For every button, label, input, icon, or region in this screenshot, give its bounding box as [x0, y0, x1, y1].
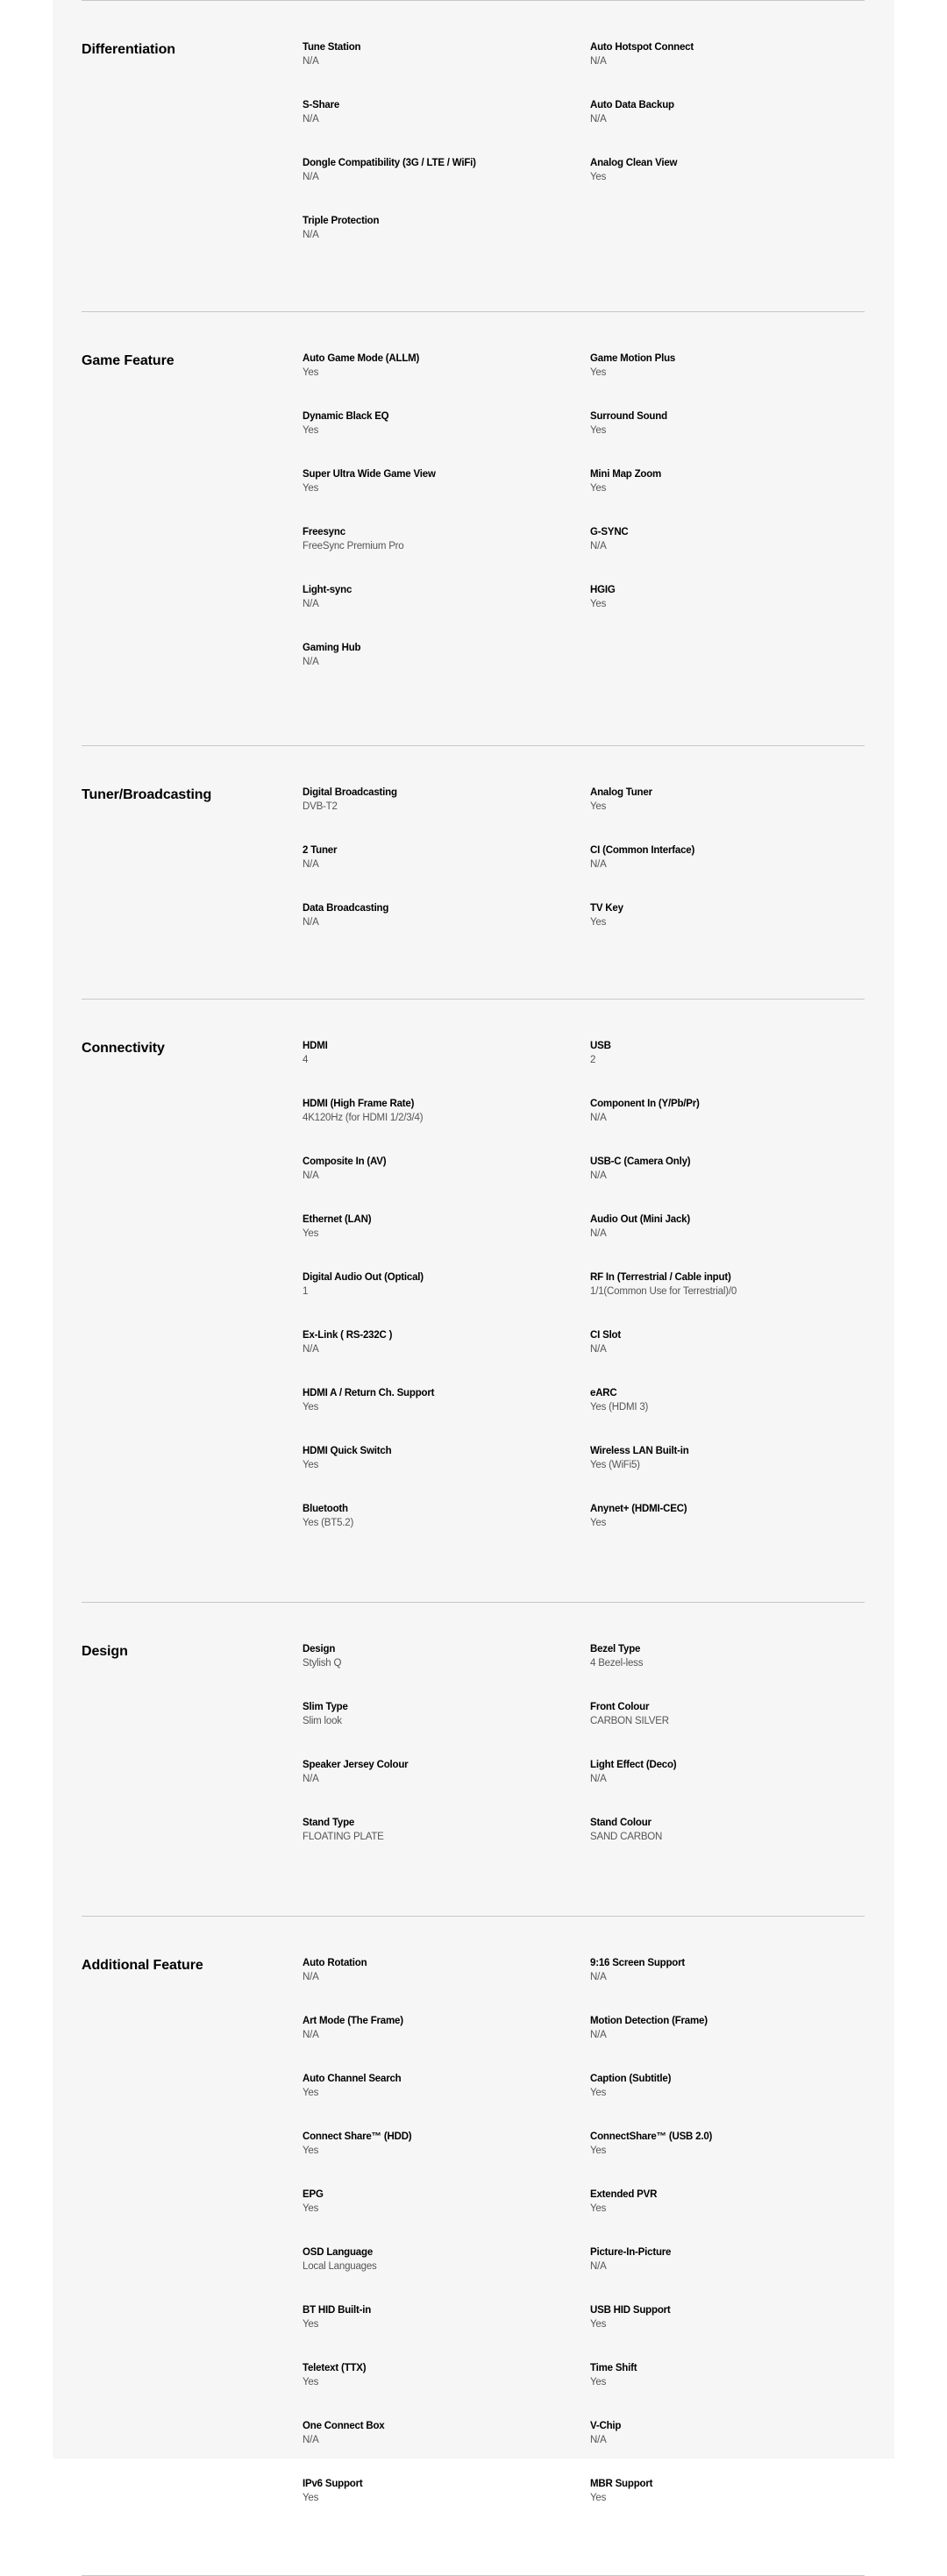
spec-value: N/A — [590, 1228, 607, 1239]
spec-item — [303, 1956, 590, 2014]
spec-name: BT HID Built-in — [303, 2305, 372, 2316]
spec-value: N/A — [590, 2030, 607, 2040]
spec-name: Gaming Hub — [303, 643, 361, 653]
spec-item — [590, 1213, 865, 1270]
spec-name: 2 Tuner — [303, 845, 338, 856]
spec-item — [590, 583, 865, 641]
spec-name: IPv6 Support — [303, 2479, 363, 2489]
spec-name: Speaker Jersey Colour — [303, 1760, 409, 1770]
spec-value: CARBON SILVER — [590, 1716, 669, 1726]
spec-item — [590, 525, 865, 583]
spec-name: Light-sync — [303, 585, 352, 595]
spec-value: Yes — [303, 2493, 319, 2503]
spec-name: Tune Station — [303, 42, 361, 53]
spec-name: USB-C (Camera Only) — [590, 1156, 691, 1167]
spec-name: Analog Tuner — [590, 787, 652, 798]
spec-item — [590, 1758, 865, 1816]
spec-name: 9:16 Screen Support — [590, 1958, 686, 1968]
spec-name: HDMI (High Frame Rate) — [303, 1099, 415, 1109]
spec-item — [303, 156, 590, 214]
spec-value: Yes — [303, 483, 319, 494]
spec-value: Yes — [303, 2088, 319, 2098]
spec-value: Yes (BT5.2) — [303, 1518, 354, 1528]
spec-item — [303, 1642, 590, 1700]
spec-item — [590, 1328, 865, 1386]
spec-name: Digital Broadcasting — [303, 787, 397, 798]
spec-item — [590, 1039, 865, 1097]
spec-item — [303, 901, 590, 959]
spec-item — [303, 641, 590, 699]
spec-item — [590, 1700, 865, 1758]
spec-value: Yes — [303, 1402, 319, 1413]
spec-name: Data Broadcasting — [303, 903, 389, 914]
spec-value: Yes — [590, 2493, 607, 2503]
spec-name: Triple Protection — [303, 216, 380, 226]
spec-value: 4 — [303, 1055, 309, 1065]
spec-value: N/A — [590, 541, 607, 551]
spec-value: SAND CARBON — [590, 1832, 663, 1842]
spec-name: Freesync — [303, 527, 345, 537]
spec-value: N/A — [590, 859, 607, 870]
spec-item — [590, 1270, 865, 1328]
spec-value: N/A — [590, 2261, 607, 2272]
spec-name: Extended PVR — [590, 2189, 658, 2200]
spec-value: Yes — [590, 2088, 607, 2098]
spec-item — [590, 2303, 865, 2361]
spec-name: TV Key — [590, 903, 623, 914]
spec-value: Yes — [303, 2377, 319, 2387]
spec-name: HDMI A / Return Ch. Support — [303, 1388, 435, 1398]
spec-name: Auto Rotation — [303, 1958, 367, 1968]
spec-item — [590, 40, 865, 98]
spec-item — [590, 467, 865, 525]
spec-value: N/A — [590, 1972, 607, 1982]
spec-item — [590, 2072, 865, 2130]
spec-item — [303, 98, 590, 156]
spec-item — [590, 352, 865, 409]
spec-value: Yes — [590, 599, 607, 609]
spec-item — [303, 843, 590, 901]
spec-section — [82, 312, 865, 746]
spec-page — [53, 0, 894, 2503]
spec-item — [590, 901, 865, 959]
spec-item — [303, 1386, 590, 1444]
spec-value: N/A — [590, 114, 607, 125]
spec-value: 4K120Hz (for HDMI 1/2/3/4) — [303, 1113, 424, 1123]
spec-name: Analog Clean View — [590, 158, 678, 168]
spec-name: MBR Support — [590, 2479, 653, 2489]
spec-value: N/A — [590, 1113, 607, 1123]
spec-item — [590, 2361, 865, 2419]
spec-value: Yes — [303, 2319, 319, 2330]
specs-container — [82, 0, 865, 2576]
spec-name: USB — [590, 1041, 611, 1051]
spec-name: Slim Type — [303, 1702, 348, 1712]
spec-name: Dongle Compatibility (3G / LTE / WiFi) — [303, 158, 476, 168]
spec-name: Connect Share™ (HDD) — [303, 2131, 412, 2142]
spec-value: N/A — [303, 1344, 319, 1355]
spec-item — [590, 1502, 865, 1560]
spec-name: Front Colour — [590, 1702, 650, 1712]
spec-value: N/A — [303, 2030, 319, 2040]
spec-item — [303, 2245, 590, 2303]
spec-name: RF In (Terrestrial / Cable input) — [590, 1272, 731, 1283]
spec-name: HDMI — [303, 1041, 328, 1051]
spec-value: Yes — [303, 2145, 319, 2156]
spec-item — [590, 786, 865, 843]
spec-value: N/A — [303, 56, 319, 67]
spec-item — [590, 1097, 865, 1155]
spec-value: Yes — [590, 172, 607, 182]
spec-item — [303, 409, 590, 467]
spec-item — [303, 786, 590, 843]
spec-section — [82, 1000, 865, 1603]
spec-grid — [303, 1642, 865, 1874]
spec-value: Stylish Q — [303, 1658, 342, 1669]
spec-name: eARC — [590, 1388, 617, 1398]
spec-value: N/A — [303, 859, 319, 870]
spec-section — [82, 1, 865, 312]
spec-item — [590, 2014, 865, 2072]
spec-name: Auto Game Mode (ALLM) — [303, 353, 420, 364]
spec-name: USB HID Support — [590, 2305, 671, 2316]
spec-item — [590, 1155, 865, 1213]
spec-name: Stand Type — [303, 1818, 355, 1828]
spec-section — [82, 1917, 865, 2576]
spec-name: Dynamic Black EQ — [303, 411, 389, 422]
spec-value: N/A — [303, 172, 319, 182]
spec-item — [303, 1270, 590, 1328]
spec-name: CI Slot — [590, 1330, 622, 1341]
section-title: Differentiation — [82, 42, 175, 57]
spec-value: Yes — [303, 367, 319, 378]
spec-grid — [303, 352, 865, 699]
spec-item — [303, 2303, 590, 2361]
spec-value: Slim look — [303, 1716, 342, 1726]
spec-item — [303, 1039, 590, 1097]
spec-value: FreeSync Premium Pro — [303, 541, 404, 551]
spec-item — [303, 2130, 590, 2188]
spec-item — [303, 525, 590, 583]
spec-name: HDMI Quick Switch — [303, 1446, 392, 1456]
spec-value: Yes — [303, 1460, 319, 1470]
spec-name: Bezel Type — [590, 1644, 641, 1654]
spec-name: Picture-In-Picture — [590, 2247, 672, 2258]
spec-section — [82, 1603, 865, 1917]
spec-value: Yes — [590, 2319, 607, 2330]
spec-item — [303, 2014, 590, 2072]
spec-item — [303, 1444, 590, 1502]
spec-name: OSD Language — [303, 2247, 374, 2258]
spec-name: Light Effect (Deco) — [590, 1760, 677, 1770]
spec-name: Digital Audio Out (Optical) — [303, 1272, 424, 1283]
spec-value: 1 — [303, 1286, 309, 1297]
spec-item — [303, 1816, 590, 1874]
spec-item — [590, 2130, 865, 2188]
spec-value: Yes — [303, 2203, 319, 2214]
spec-section — [82, 746, 865, 1000]
spec-item — [303, 1155, 590, 1213]
spec-item — [590, 2245, 865, 2303]
spec-item — [590, 98, 865, 156]
spec-value: N/A — [590, 1171, 607, 1181]
spec-name: Surround Sound — [590, 411, 667, 422]
spec-name: Ex-Link ( RS-232C ) — [303, 1330, 393, 1341]
spec-value: Yes — [590, 367, 607, 378]
spec-item — [303, 1700, 590, 1758]
spec-item — [590, 156, 865, 214]
spec-name: Game Motion Plus — [590, 353, 676, 364]
spec-value: N/A — [303, 917, 319, 928]
spec-value: N/A — [303, 1774, 319, 1784]
spec-name: G-SYNC — [590, 527, 629, 537]
spec-name: Anynet+ (HDMI-CEC) — [590, 1504, 687, 1514]
spec-name: EPG — [303, 2189, 324, 2200]
spec-name: CI (Common Interface) — [590, 845, 695, 856]
section-title: Additional Feature — [82, 1958, 203, 1973]
spec-value: Yes — [590, 917, 607, 928]
spec-name: Design — [303, 1644, 336, 1654]
spec-item — [303, 1097, 590, 1155]
spec-value: Local Languages — [303, 2261, 377, 2272]
spec-name: Audio Out (Mini Jack) — [590, 1214, 690, 1225]
spec-item — [590, 1444, 865, 1502]
spec-name: Component In (Y/Pb/Pr) — [590, 1099, 700, 1109]
spec-name: Art Mode (The Frame) — [303, 2016, 403, 2026]
spec-value: Yes — [590, 1518, 607, 1528]
spec-item — [303, 1758, 590, 1816]
spec-value: Yes — [303, 1228, 319, 1239]
spec-value: N/A — [590, 1344, 607, 1355]
spec-name: ConnectShare™ (USB 2.0) — [590, 2131, 713, 2142]
spec-item — [303, 40, 590, 98]
spec-value: Yes — [590, 2203, 607, 2214]
spec-name: Mini Map Zoom — [590, 469, 662, 480]
spec-value: 4 Bezel-less — [590, 1658, 644, 1669]
spec-value: N/A — [303, 230, 319, 240]
spec-name: Bluetooth — [303, 1504, 348, 1514]
spec-value: Yes — [303, 425, 319, 436]
spec-value: Yes — [590, 801, 607, 812]
spec-value: N/A — [303, 1171, 319, 1181]
section-title: Game Feature — [82, 353, 174, 368]
spec-item — [303, 2072, 590, 2130]
spec-item — [590, 1386, 865, 1444]
spec-item — [303, 467, 590, 525]
spec-name: HGIG — [590, 585, 616, 595]
spec-name: V-Chip — [590, 2421, 622, 2431]
spec-item — [590, 409, 865, 467]
spec-item — [303, 1502, 590, 1560]
spec-name: Motion Detection (Frame) — [590, 2016, 708, 2026]
spec-grid — [303, 786, 865, 959]
spec-name: One Connect Box — [303, 2421, 385, 2431]
spec-name: Super Ultra Wide Game View — [303, 469, 436, 480]
spec-value: Yes (HDMI 3) — [590, 1402, 649, 1413]
spec-name: Caption (Subtitle) — [590, 2074, 672, 2084]
spec-item — [303, 352, 590, 409]
spec-name: Composite In (AV) — [303, 1156, 387, 1167]
spec-value: DVB-T2 — [303, 801, 338, 812]
spec-grid — [303, 40, 865, 272]
spec-item — [303, 2361, 590, 2419]
spec-value: N/A — [303, 114, 319, 125]
spec-item — [303, 583, 590, 641]
section-title: Tuner/Broadcasting — [82, 787, 212, 802]
spec-value: N/A — [303, 2435, 319, 2445]
spec-value: Yes — [590, 425, 607, 436]
spec-name: Stand Colour — [590, 1818, 652, 1828]
spec-item — [303, 2477, 590, 2535]
spec-name: Auto Hotspot Connect — [590, 42, 694, 53]
spec-item — [590, 843, 865, 901]
spec-item — [303, 1213, 590, 1270]
spec-item — [303, 2419, 590, 2477]
spec-item — [590, 1956, 865, 2014]
spec-value: N/A — [303, 599, 319, 609]
spec-item — [303, 2188, 590, 2245]
spec-value: Yes — [590, 483, 607, 494]
spec-name: Auto Channel Search — [303, 2074, 402, 2084]
spec-grid — [303, 1039, 865, 1560]
spec-value: FLOATING PLATE — [303, 1832, 384, 1842]
spec-item — [590, 2477, 865, 2535]
spec-name: Time Shift — [590, 2363, 637, 2373]
spec-value: N/A — [590, 2435, 607, 2445]
section-title: Connectivity — [82, 1041, 165, 1056]
spec-name: Wireless LAN Built-in — [590, 1446, 689, 1456]
spec-name: Ethernet (LAN) — [303, 1214, 372, 1225]
section-title: Design — [82, 1644, 128, 1659]
spec-item — [590, 1642, 865, 1700]
spec-item — [590, 1816, 865, 1874]
spec-value: N/A — [590, 56, 607, 67]
spec-value: N/A — [590, 1774, 607, 1784]
spec-value: Yes (WiFi5) — [590, 1460, 640, 1470]
spec-item — [303, 1328, 590, 1386]
spec-value: Yes — [590, 2377, 607, 2387]
spec-name: Teletext (TTX) — [303, 2363, 367, 2373]
spec-item — [303, 214, 590, 272]
spec-grid — [303, 1956, 865, 2535]
spec-item — [590, 2188, 865, 2245]
spec-name: Auto Data Backup — [590, 100, 674, 110]
spec-name: S-Share — [303, 100, 340, 110]
spec-value: 2 — [590, 1055, 596, 1065]
spec-value: 1/1(Common Use for Terrestrial)/0 — [590, 1286, 737, 1297]
spec-value: N/A — [303, 657, 319, 667]
spec-item — [590, 2419, 865, 2477]
spec-value: Yes — [590, 2145, 607, 2156]
spec-value: N/A — [303, 1972, 319, 1982]
